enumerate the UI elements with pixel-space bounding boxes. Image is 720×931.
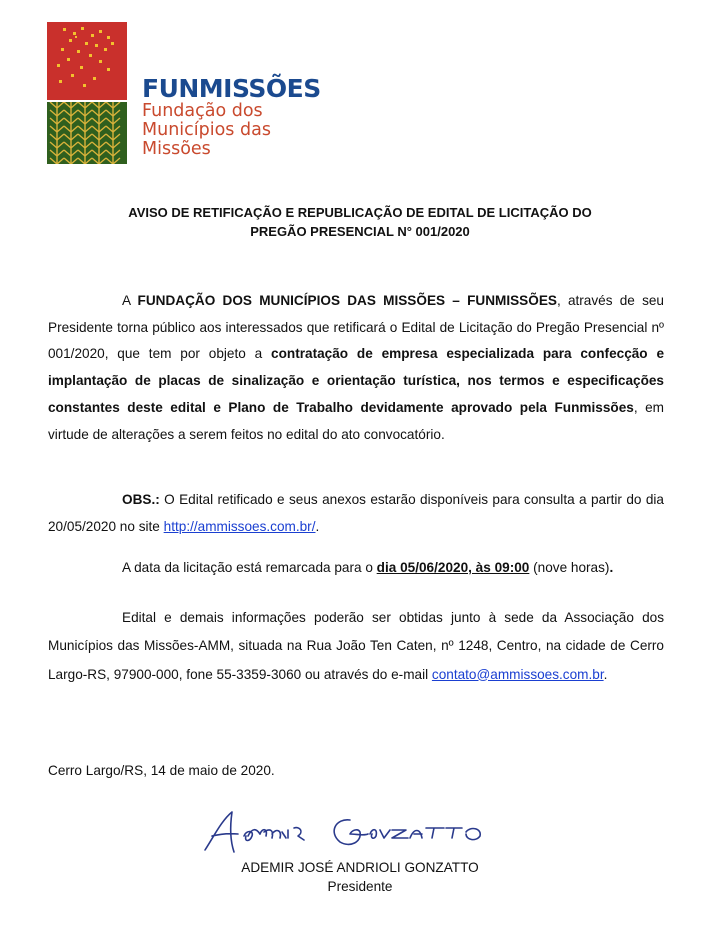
logo-leaf-pattern <box>47 102 127 164</box>
logo-subtitle-line: Municípios das <box>142 120 271 140</box>
place-date: Cerro Largo/RS, 14 de maio de 2020. <box>48 763 275 778</box>
signer-role: Presidente <box>327 879 393 894</box>
paragraph-obs <box>48 487 664 540</box>
logo-subtitle-line: Missões <box>142 139 211 159</box>
p3-text: A data da licitação está remarcada para o <box>122 560 377 575</box>
p1-text-a: A <box>122 293 138 308</box>
handwritten-signature <box>200 806 520 862</box>
email-link[interactable]: contato@ammissoes.com.br <box>431 666 604 682</box>
p4-text: Edital e demais informações poderão ser obtidas junto à sede da Associação dos Municípios das Missões-AMM, situada na Rua João Ten Caten, nº 1248, Centro, na cidade de Cerro Largo-RS, 97900-000, fone 55-3359-3060 ou através do e-mail <box>48 610 664 682</box>
signatory <box>200 858 520 896</box>
p3-end: (nove horas) <box>529 560 610 575</box>
p1-object: contratação de empresa especializada para confecção e implantação de placas de sinalização e orientação turística, nos termos e especificações constantes deste edital e Plano de Trabalho devidamente aprovado pela Funmissões <box>48 346 664 415</box>
paragraph-date <box>48 555 664 580</box>
paragraph-info <box>48 604 664 689</box>
signer-name: ADEMIR JOSÉ ANDRIOLI GONZATTO <box>241 860 479 875</box>
paragraph-notice <box>48 288 664 448</box>
logo-green-block <box>47 102 127 164</box>
logo-red-block <box>47 22 127 100</box>
p3-dot: . <box>609 560 614 575</box>
document-title <box>40 203 680 241</box>
logo-subtitle <box>142 102 271 159</box>
p2-text: O Edital retificado e seus anexos estarão disponíveis para consulta a partir do dia 20/05/2020 no site <box>48 492 664 534</box>
p1-text-c: , através de seu Presidente torna público aos interessados que retificará o Edital de Licitação do Pregão Presencial nº 001/2020, que tem por objeto a <box>48 293 664 362</box>
title-line-1: AVISO DE RETIFICAÇÃO E REPUBLICAÇÃO DE EDITAL DE LICITAÇÃO DO <box>128 205 592 220</box>
new-date: dia 05/06/2020, às 09:00 <box>376 560 530 575</box>
logo-name: FUNMISSÕES <box>142 74 321 103</box>
p1-text-e: , em virtude de alterações a serem feitos no edital do ato convocatório. <box>48 399 665 442</box>
site-link[interactable]: http://ammissoes.com.br/ <box>163 518 316 534</box>
funmissoes-logo <box>47 22 327 167</box>
p2-end: . <box>315 518 320 534</box>
p4-end: . <box>603 666 608 682</box>
p1-org-name: FUNDAÇÃO DOS MUNICÍPIOS DAS MISSÕES – FUNMISSÕES <box>137 293 557 308</box>
obs-label: OBS.: <box>122 492 160 507</box>
title-line-2: PREGÃO PRESENCIAL N° 001/2020 <box>250 224 470 239</box>
logo-star-pattern <box>47 22 127 100</box>
logo-subtitle-line: Fundação dos <box>142 101 263 121</box>
